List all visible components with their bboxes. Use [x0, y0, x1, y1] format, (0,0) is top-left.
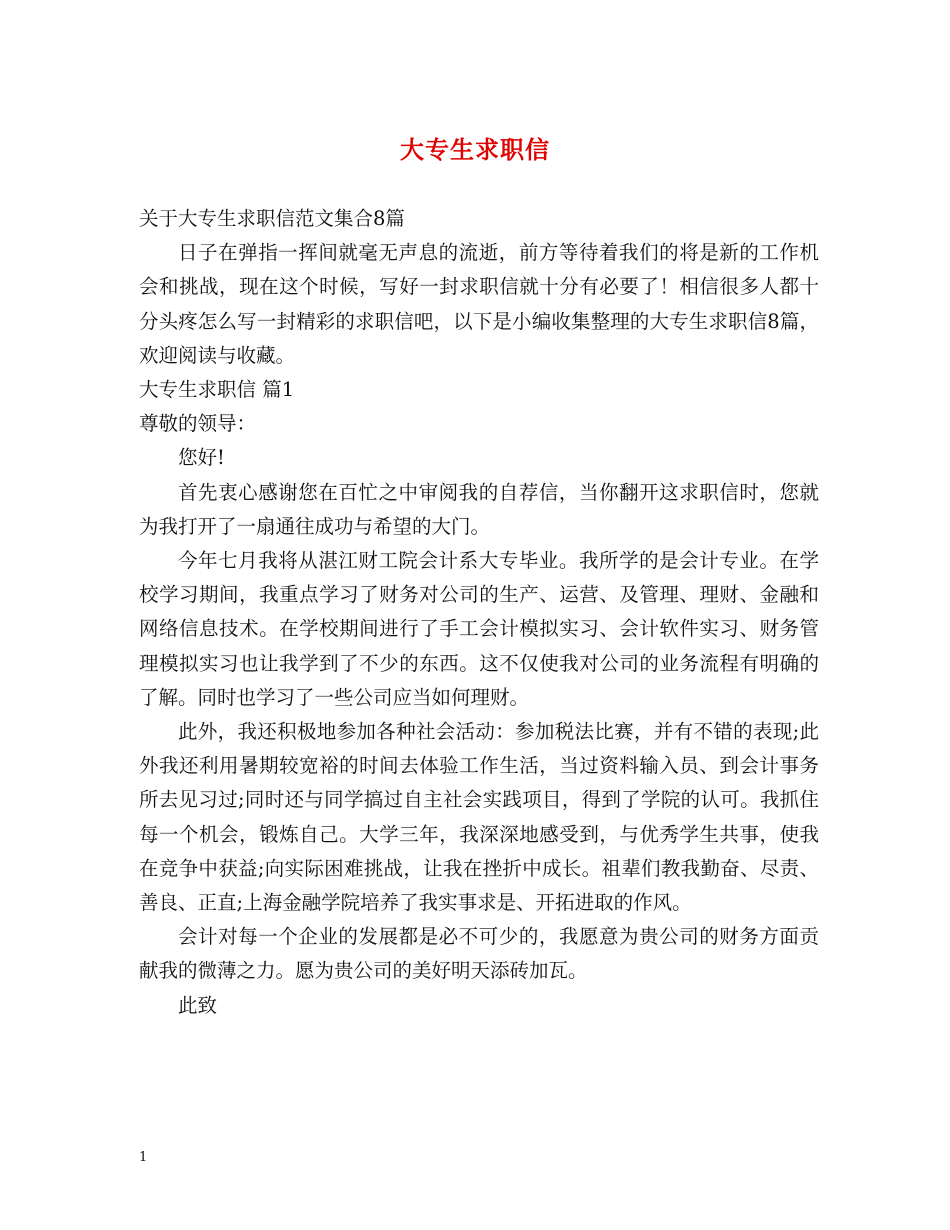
- greeting: 您好!: [178, 446, 225, 470]
- document-subtitle: 关于大专生求职信范文集合8篇: [139, 207, 405, 230]
- body-paragraph: 今年七月我将从湛江财工院会计系大专毕业。我所学的是会计专业。在学校学习期间，我重点学习了财务对公司的生产、运营、及管理、理财、金融和网络信息技术。在学校期间进行了手工会计模拟实习、会计软件实习、财务管理模拟实习也让我学到了不少的东西。这不仅使我对公司的业务流程有明确的了解。同时也学习了一些公司应当如何理财。: [139, 549, 819, 709]
- page-number: 1: [139, 1150, 148, 1165]
- body-paragraph: 此外，我还积极地参加各种社会活动：参加税法比赛，并有不错的表现;此外我还利用暑期较宽裕的时间去体验工作生活，当过资料输入员、到会计事务所去见习过;同时还与同学搞过自主社会实践项目，得到了学院的认可。我抓住每一个机会，锻炼自己。大学三年，我深深地感受到，与优秀学生共事，使我在竞争中获益;向实际困难挑战，让我在挫折中成长。祖辈们教我勤奋、尽责、善良、正直;上海金融学院培养了我实事求是、开拓进取的作风。: [139, 720, 819, 915]
- salutation: 尊敬的领导：: [139, 412, 257, 436]
- body-paragraph: 会计对每一个企业的发展都是必不可少的，我愿意为贵公司的财务方面贡献我的微薄之力。愿为贵公司的美好明天添砖加瓦。: [139, 925, 819, 983]
- body-paragraph: 首先衷心感谢您在百忙之中审阅我的自荐信，当你翻开这求职信时，您就为我打开了一扇通往成功与希望的大门。: [139, 480, 819, 538]
- section-heading: 大专生求职信 篇1: [139, 378, 295, 402]
- document-body: [139, 202, 819, 1023]
- document-title: 大专生求职信: [400, 135, 550, 164]
- intro-paragraph: 日子在弹指一挥间就毫无声息的流逝，前方等待着我们的将是新的工作机会和挑战，现在这个时候，写好一封求职信就十分有必要了！相信很多人都十分头疼怎么写一封精彩的求职信吧，以下是小编收集整理的大专生求职信8篇，欢迎阅读与收藏。: [139, 241, 819, 367]
- closing: 此致: [178, 993, 218, 1017]
